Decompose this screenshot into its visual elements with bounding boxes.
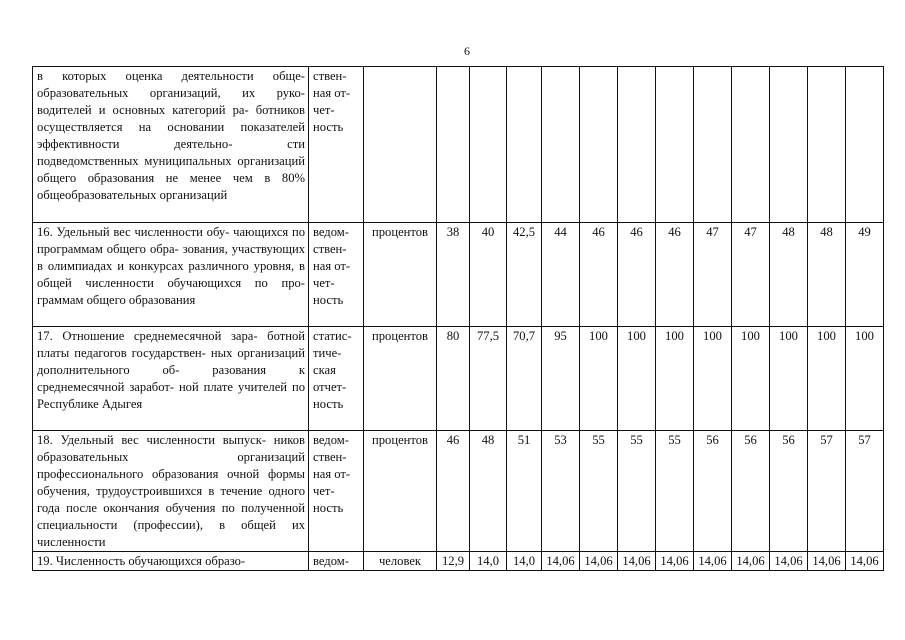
data-source-line: ствен- bbox=[313, 242, 347, 256]
data-source-line: ность bbox=[313, 293, 344, 307]
data-source-line: ность bbox=[313, 501, 344, 515]
indicator-value: 46 bbox=[437, 431, 470, 552]
unit-of-measure bbox=[364, 67, 437, 223]
indicator-value bbox=[507, 67, 542, 223]
unit-of-measure: процентов bbox=[364, 223, 437, 327]
data-source-line: ная от- bbox=[313, 467, 351, 481]
indicator-value: 14,06 bbox=[618, 552, 656, 571]
indicator-value: 14,06 bbox=[656, 552, 694, 571]
indicator-value: 38 bbox=[437, 223, 470, 327]
indicator-description: в которых оценка деятельности обще- образовательных организаций, их руко- водителей и основных категорий ра- ботников осуществляется на основании показателей эффективности деятельно- сти подведомственных муниципальных организаций общего образования не менее чем в 80% общеобразовательных организаций bbox=[33, 67, 309, 223]
indicator-value: 14,06 bbox=[770, 552, 808, 571]
data-source-line: ная от- bbox=[313, 86, 351, 100]
indicator-value bbox=[732, 67, 770, 223]
indicator-value bbox=[618, 67, 656, 223]
indicator-value: 49 bbox=[846, 223, 884, 327]
data-source-line: ведом- bbox=[313, 433, 349, 447]
indicator-value: 14,06 bbox=[542, 552, 580, 571]
indicator-value: 95 bbox=[542, 327, 580, 431]
indicator-value: 80 bbox=[437, 327, 470, 431]
table-row bbox=[33, 223, 884, 327]
indicator-value: 100 bbox=[770, 327, 808, 431]
indicator-value: 46 bbox=[580, 223, 618, 327]
data-source-line: чет- bbox=[313, 103, 335, 117]
indicator-value: 77,5 bbox=[470, 327, 507, 431]
indicator-description: 16. Удельный вес численности обу- чающихся по программам общего обра- зования, участвующих в олимпиадах и конкурсах различного уровня, в общей численности обучающихся по про- граммам общего образования bbox=[33, 223, 309, 327]
indicator-value bbox=[656, 67, 694, 223]
indicator-value bbox=[437, 67, 470, 223]
indicator-value: 12,9 bbox=[437, 552, 470, 571]
indicator-value: 55 bbox=[656, 431, 694, 552]
data-source bbox=[309, 431, 364, 552]
data-source-line: ведом- bbox=[313, 225, 349, 239]
indicator-value: 57 bbox=[846, 431, 884, 552]
indicator-value bbox=[542, 67, 580, 223]
indicator-value: 48 bbox=[808, 223, 846, 327]
indicator-value: 46 bbox=[656, 223, 694, 327]
data-source-line: чет- bbox=[313, 484, 335, 498]
indicator-value: 48 bbox=[470, 431, 507, 552]
indicator-value: 14,06 bbox=[732, 552, 770, 571]
indicator-value: 53 bbox=[542, 431, 580, 552]
indicator-value: 100 bbox=[808, 327, 846, 431]
indicator-value: 57 bbox=[808, 431, 846, 552]
indicator-value bbox=[470, 67, 507, 223]
unit-of-measure: процентов bbox=[364, 327, 437, 431]
indicator-value: 48 bbox=[770, 223, 808, 327]
data-source-line: ствен- bbox=[313, 450, 347, 464]
data-source-line: ствен- bbox=[313, 69, 347, 83]
data-source-line: ность bbox=[313, 397, 344, 411]
indicator-description: 17. Отношение среднемесячной зара- ботной платы педагогов государствен- ных организаций дополнительного об- разования к среднемесячной заработ- ной плате учителей по Республике Адыгея bbox=[33, 327, 309, 431]
data-source bbox=[309, 327, 364, 431]
unit-of-measure: человек bbox=[364, 552, 437, 571]
indicator-value: 100 bbox=[732, 327, 770, 431]
indicator-value: 14,06 bbox=[580, 552, 618, 571]
indicator-value: 56 bbox=[732, 431, 770, 552]
indicator-value: 100 bbox=[846, 327, 884, 431]
indicator-value bbox=[846, 67, 884, 223]
indicators-table bbox=[32, 66, 884, 571]
indicator-value: 47 bbox=[694, 223, 732, 327]
indicator-value: 56 bbox=[770, 431, 808, 552]
indicator-value bbox=[694, 67, 732, 223]
indicator-value: 14,06 bbox=[808, 552, 846, 571]
data-source-line: ная от- bbox=[313, 259, 351, 273]
table-row bbox=[33, 552, 884, 571]
indicator-value: 42,5 bbox=[507, 223, 542, 327]
data-source-line: тиче- bbox=[313, 346, 342, 360]
indicator-value: 70,7 bbox=[507, 327, 542, 431]
data-source-line: чет- bbox=[313, 276, 335, 290]
indicator-value: 47 bbox=[732, 223, 770, 327]
indicator-value: 46 bbox=[618, 223, 656, 327]
indicator-description: 18. Удельный вес численности выпуск- ников образовательных организаций профессионального образования очной формы обучения, трудоустроившихся в течение одного года после окончания обучения по полученной специальности (профессии), в общей их численности bbox=[33, 431, 309, 552]
indicator-value: 56 bbox=[694, 431, 732, 552]
data-source-line: статис- bbox=[313, 329, 352, 343]
indicator-value: 100 bbox=[618, 327, 656, 431]
table-row bbox=[33, 327, 884, 431]
indicator-value: 14,0 bbox=[470, 552, 507, 571]
data-source-line: отчет- bbox=[313, 380, 347, 394]
indicator-value: 100 bbox=[694, 327, 732, 431]
data-source-line: ская bbox=[313, 363, 336, 377]
indicator-value: 14,06 bbox=[694, 552, 732, 571]
data-source-line: ность bbox=[313, 120, 344, 134]
indicator-value bbox=[770, 67, 808, 223]
indicator-value bbox=[808, 67, 846, 223]
indicator-description: 19. Численность обучающихся образо- bbox=[33, 552, 309, 571]
indicator-value: 40 bbox=[470, 223, 507, 327]
data-source-line: ведом- bbox=[313, 554, 349, 568]
indicator-value: 100 bbox=[656, 327, 694, 431]
page-number: 6 bbox=[464, 44, 470, 58]
indicator-value: 44 bbox=[542, 223, 580, 327]
indicator-value: 100 bbox=[580, 327, 618, 431]
data-source bbox=[309, 552, 364, 571]
indicator-value: 55 bbox=[618, 431, 656, 552]
data-source bbox=[309, 67, 364, 223]
indicator-value: 14,06 bbox=[846, 552, 884, 571]
unit-of-measure: процентов bbox=[364, 431, 437, 552]
indicator-value: 51 bbox=[507, 431, 542, 552]
indicator-value: 55 bbox=[580, 431, 618, 552]
table-row bbox=[33, 431, 884, 552]
table-row bbox=[33, 67, 884, 223]
indicator-value: 14,0 bbox=[507, 552, 542, 571]
indicator-value bbox=[580, 67, 618, 223]
data-source bbox=[309, 223, 364, 327]
